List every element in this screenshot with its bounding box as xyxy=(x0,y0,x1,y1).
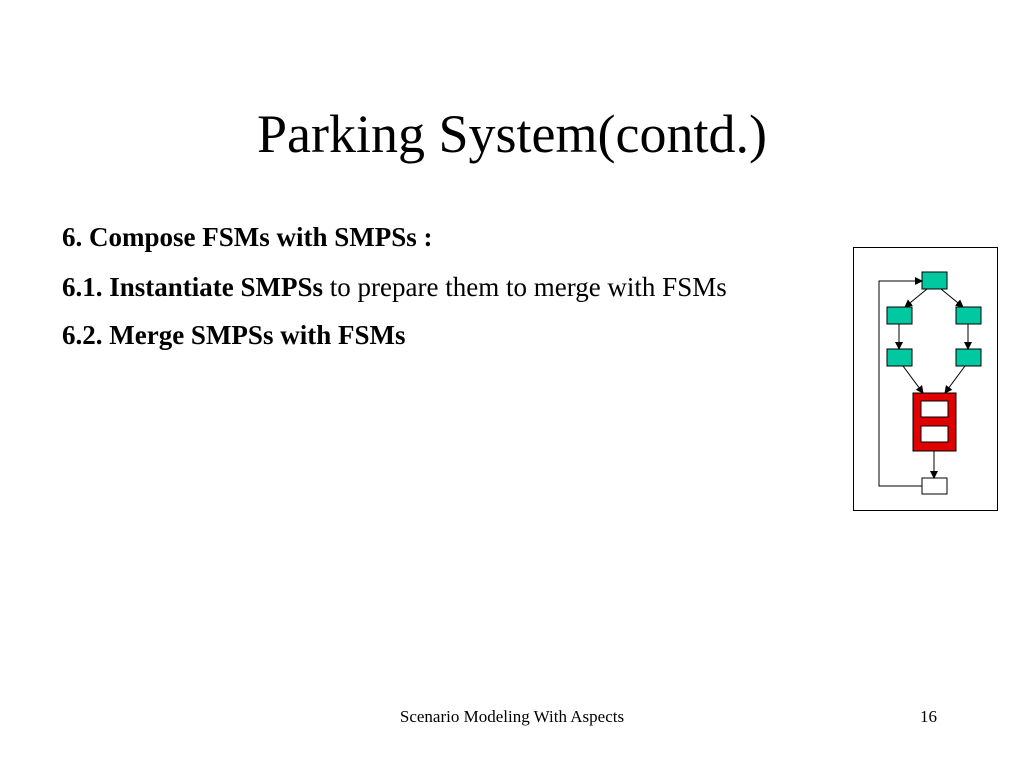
state-right-2 xyxy=(956,349,981,366)
slide-content xyxy=(62,218,832,366)
state-right-1 xyxy=(956,307,981,324)
step-6-bold: 6. Compose FSMs with SMPSs : xyxy=(62,222,433,252)
merge-inner-bottom xyxy=(921,426,948,442)
step-6-2-bold: 6.2. Merge SMPSs with FSMs xyxy=(62,320,406,350)
state-left-1 xyxy=(887,307,912,324)
step-6-1 xyxy=(62,268,832,306)
fsm-diagram xyxy=(853,247,998,511)
page-number: 16 xyxy=(920,707,937,726)
footer-title: Scenario Modeling With Aspects xyxy=(399,707,625,726)
slide-title: Parking System(contd.) xyxy=(257,104,767,164)
state-top xyxy=(922,272,947,289)
state-bottom xyxy=(922,478,947,494)
step-6-1-bold: 6.1. Instantiate SMPSs xyxy=(62,272,324,302)
step-6 xyxy=(62,218,832,256)
state-left-2 xyxy=(887,349,912,366)
merge-inner-top xyxy=(921,401,948,417)
fsm-diagram-icon xyxy=(853,247,998,511)
step-6-2 xyxy=(62,316,832,354)
step-6-1-text: to prepare them to merge with FSMs xyxy=(323,272,727,302)
